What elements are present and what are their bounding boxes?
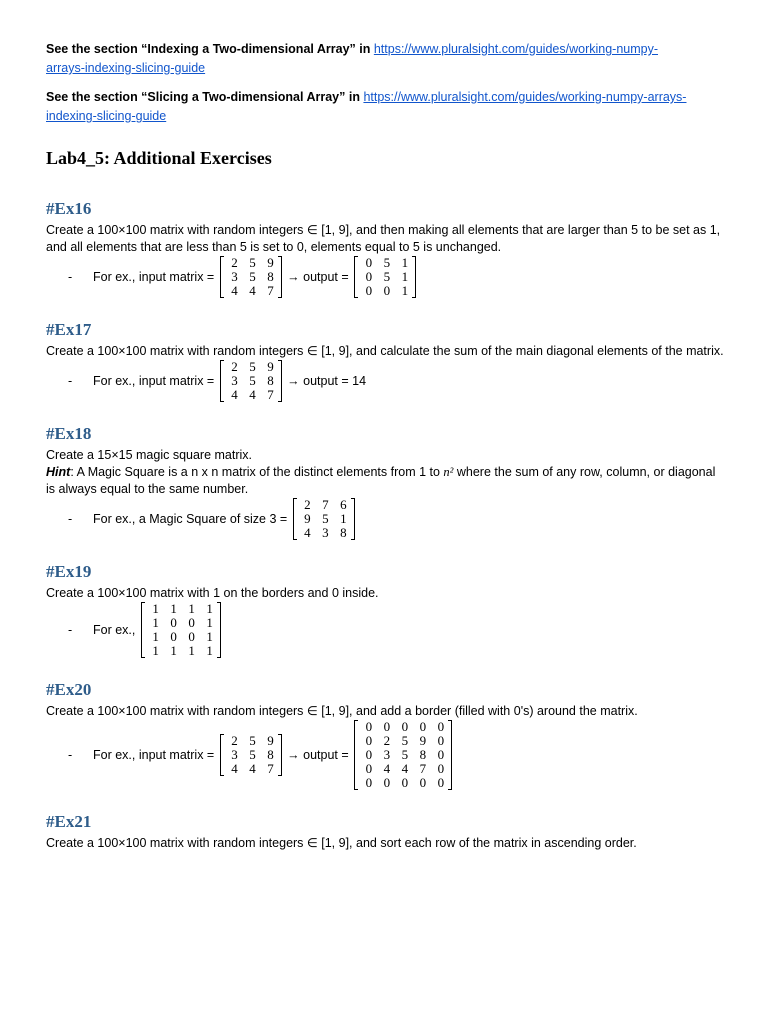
hint-label: Hint (46, 465, 71, 479)
matrix-cell: 2 (383, 733, 391, 748)
example-label: For ex., a Magic Square of size 3 = (93, 512, 291, 526)
matrix-cell: 0 (437, 747, 445, 762)
matrix-cell: 0 (437, 719, 445, 734)
matrix-cell: 6 (340, 497, 347, 512)
matrix-cell: 1 (170, 601, 177, 616)
matrix-cell: 0 (383, 719, 391, 734)
exercise-heading: #Ex18 (46, 424, 92, 443)
matrix-cell: 0 (365, 255, 373, 270)
matrix-cell: 9 (267, 359, 274, 374)
exercise-heading: #Ex19 (46, 562, 92, 581)
matrix-cell: 3 (231, 269, 238, 284)
matrix-cell: 4 (304, 525, 311, 540)
matrix-cell: 1 (401, 269, 409, 284)
hint-text: Hint: A Magic Square is a n x n matrix of the distinct elements from 1 to n² where the sum of any row, column, or diagonal is always equal to the same number. (46, 465, 716, 496)
exercise-20 (46, 680, 726, 790)
matrix-cell: 8 (419, 747, 427, 762)
output-arrow: → output = 14 (283, 374, 367, 388)
input-matrix (220, 256, 282, 298)
exercise-text: Create a 100×100 matrix with random integers ∈ [1, 9], and sort each row of the matrix in ascending order. (46, 836, 637, 850)
matrix-cell: 1 (401, 255, 409, 270)
matrix-cell: 1 (170, 643, 177, 658)
matrix-cell: 0 (383, 775, 391, 790)
exercise-text: Create a 100×100 matrix with random integers ∈ [1, 9], and then making all elements that are larger than 5 to be set as 1, and all elements that are less than 5 is set to 0, elements equal to 5 is unchanged. (46, 223, 721, 254)
example-row (46, 602, 726, 658)
matrix-cell: 0 (365, 761, 373, 776)
matrix-cell: 2 (304, 497, 311, 512)
matrix-cell: 0 (365, 269, 373, 284)
example-label: For ex., input matrix = (93, 748, 218, 762)
exercise-text: Create a 100×100 matrix with random integers ∈ [1, 9], and calculate the sum of the main diagonal elements of the matrix. (46, 344, 724, 358)
example-row (46, 720, 726, 790)
indexing-guide-link[interactable]: https://www.pluralsight.com/guides/working-numpy- arrays-indexing-slicing-guide (46, 42, 659, 75)
matrix-cell: 9 (419, 733, 427, 748)
matrix-cell: 0 (383, 283, 391, 298)
slicing-guide-link[interactable]: https://www.pluralsight.com/guides/working-numpy-arrays- indexing-slicing-guide (46, 90, 687, 123)
matrix-cell: 1 (206, 615, 213, 630)
bullet-dash: - (68, 512, 73, 526)
matrix-cell: 1 (206, 643, 213, 658)
matrix-cell: 2 (231, 733, 238, 748)
reference-slicing (46, 88, 726, 126)
matrix-cell: 5 (249, 359, 256, 374)
matrix-cell: 0 (365, 747, 373, 762)
output-matrix (354, 720, 452, 790)
example-label: For ex., input matrix = (93, 270, 218, 284)
matrix-cell: 0 (365, 733, 373, 748)
exercise-17 (46, 320, 726, 402)
example-row (46, 498, 726, 540)
matrix-cell: 5 (383, 255, 391, 270)
matrix-cell: 5 (249, 747, 256, 762)
exercise-18 (46, 424, 726, 540)
matrix-cell: 7 (267, 387, 274, 402)
matrix-cell: 0 (188, 629, 195, 644)
exercise-text: Create a 15×15 magic square matrix. (46, 448, 253, 462)
matrix-cell: 0 (401, 775, 409, 790)
magic-square-matrix (293, 498, 355, 540)
matrix-cell: 8 (267, 747, 274, 762)
matrix-cell: 3 (231, 747, 238, 762)
matrix-cell: 0 (365, 719, 373, 734)
matrix-cell: 9 (304, 511, 311, 526)
matrix-cell: 8 (267, 373, 274, 388)
matrix-cell: 1 (206, 601, 213, 616)
matrix-cell: 4 (249, 761, 256, 776)
matrix-cell: 8 (340, 525, 347, 540)
matrix-cell: 5 (249, 269, 256, 284)
matrix-cell: 4 (231, 761, 238, 776)
matrix-cell: 4 (383, 761, 391, 776)
exercise-heading: #Ex16 (46, 199, 92, 218)
exercise-text: Create a 100×100 matrix with random integers ∈ [1, 9], and add a border (filled with 0's) around the matrix. (46, 704, 638, 718)
matrix-cell: 4 (231, 387, 238, 402)
reference-slicing-prefix: See the section “Slicing a Two-dimensional Array” in (46, 90, 364, 104)
input-matrix (220, 734, 282, 776)
document-page (46, 40, 726, 874)
matrix-cell: 0 (437, 733, 445, 748)
exercise-16 (46, 199, 726, 298)
matrix-cell: 1 (152, 615, 159, 630)
matrix-cell: 2 (231, 255, 238, 270)
matrix-cell: 0 (419, 719, 427, 734)
matrix-cell: 2 (231, 359, 238, 374)
matrix-cell: 0 (170, 615, 177, 630)
example-row (46, 360, 726, 402)
matrix-cell: 5 (249, 733, 256, 748)
bullet-dash: - (68, 748, 73, 762)
matrix-cell: 7 (322, 497, 329, 512)
matrix-cell: 4 (249, 387, 256, 402)
matrix-cell: 0 (365, 775, 373, 790)
matrix-cell: 1 (188, 643, 195, 658)
matrix-cell: 5 (383, 269, 391, 284)
matrix-cell: 7 (419, 761, 427, 776)
exercise-text: Create a 100×100 matrix with 1 on the borders and 0 inside. (46, 586, 379, 600)
matrix-cell: 5 (249, 373, 256, 388)
reference-indexing-prefix: See the section “Indexing a Two-dimensional Array” in (46, 42, 374, 56)
matrix-cell: 1 (340, 511, 347, 526)
matrix-cell: 7 (267, 283, 274, 298)
matrix-cell: 3 (231, 373, 238, 388)
reference-indexing (46, 40, 726, 78)
matrix-cell: 3 (322, 525, 329, 540)
matrix-cell: 0 (365, 283, 373, 298)
example-label: For ex., input matrix = (93, 374, 218, 388)
matrix-cell: 4 (231, 283, 238, 298)
input-matrix (220, 360, 282, 402)
matrix-cell: 7 (267, 761, 274, 776)
output-arrow: → output = (283, 748, 353, 762)
n-squared-math: n² (443, 465, 454, 479)
exercise-heading: #Ex20 (46, 680, 92, 699)
matrix-cell: 8 (267, 269, 274, 284)
matrix-cell: 0 (437, 761, 445, 776)
example-row (46, 256, 726, 298)
matrix-cell: 9 (267, 733, 274, 748)
lab-title: Lab4_5: Additional Exercises (46, 148, 272, 168)
exercise-heading: #Ex21 (46, 812, 92, 831)
matrix-cell: 0 (188, 615, 195, 630)
matrix-cell: 4 (249, 283, 256, 298)
matrix-cell: 5 (401, 747, 409, 762)
matrix-cell: 1 (152, 629, 159, 644)
matrix-cell: 0 (170, 629, 177, 644)
matrix-cell: 1 (401, 283, 409, 298)
border-matrix (141, 602, 221, 658)
matrix-cell: 3 (383, 747, 391, 762)
exercise-19 (46, 562, 726, 658)
matrix-cell: 0 (401, 719, 409, 734)
example-label: For ex., (93, 623, 139, 637)
matrix-cell: 5 (322, 511, 329, 526)
bullet-dash: - (68, 623, 73, 637)
matrix-cell: 5 (249, 255, 256, 270)
matrix-cell: 9 (267, 255, 274, 270)
matrix-cell: 0 (437, 775, 445, 790)
matrix-cell: 4 (401, 761, 409, 776)
matrix-cell: 0 (419, 775, 427, 790)
matrix-cell: 1 (188, 601, 195, 616)
matrix-cell: 5 (401, 733, 409, 748)
bullet-dash: - (68, 270, 73, 284)
output-matrix (354, 256, 416, 298)
matrix-cell: 1 (152, 643, 159, 658)
exercise-21 (46, 812, 726, 852)
exercise-heading: #Ex17 (46, 320, 92, 339)
matrix-cell: 1 (206, 629, 213, 644)
matrix-cell: 1 (152, 601, 159, 616)
output-arrow: → output = (283, 270, 353, 284)
bullet-dash: - (68, 374, 73, 388)
